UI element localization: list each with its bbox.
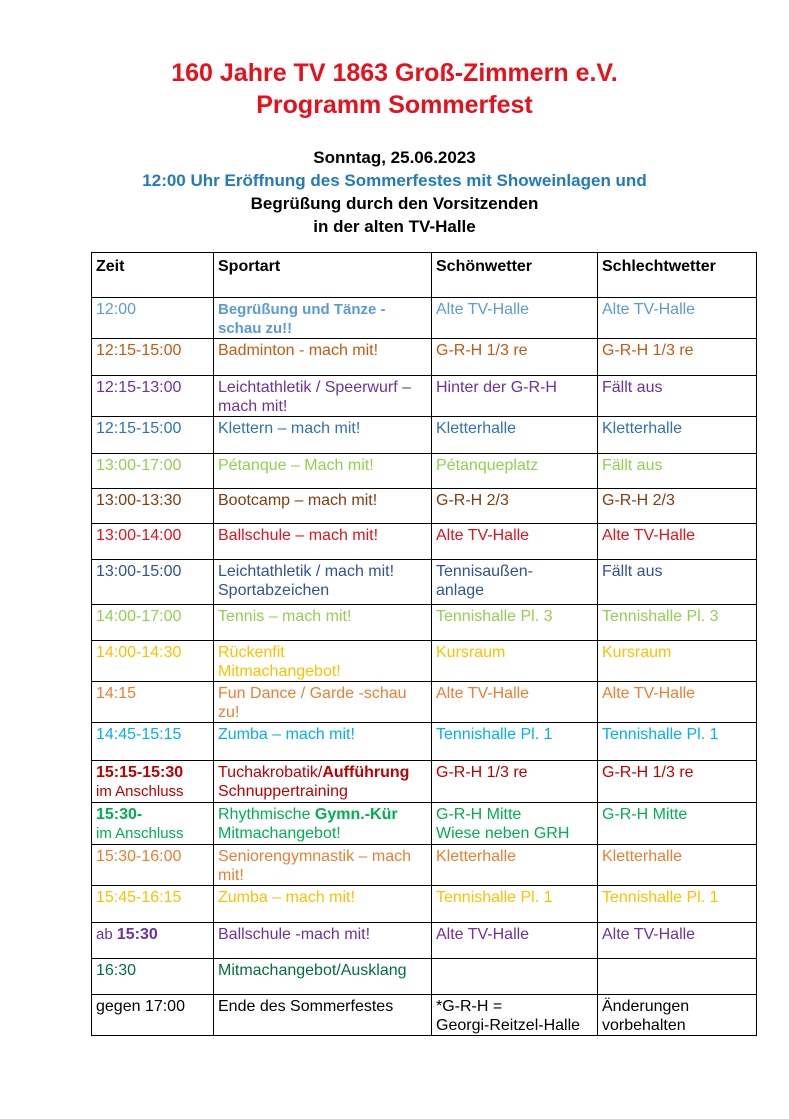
table-row [92,560,757,605]
good-weather-cell: Kletterhalle [432,417,598,454]
time-cell: 13:00-14:00 [92,524,214,560]
bad-weather-cell: Kletterhalle [598,417,757,454]
time-cell: 12:00 [92,298,214,339]
sport-cell: Badminton - mach mit! [214,339,432,376]
location-line: Wiese neben GRH [436,825,570,842]
sport-cell: Pétanque – Mach mit! [214,454,432,489]
time-cell: 14:00-14:30 [92,641,214,682]
footnote-line: *G-R-H = [436,998,503,1015]
table-row [92,339,757,376]
good-weather-cell: Tennishalle Pl. 1 [432,723,598,761]
sport-line: Mitmachangebot! [218,825,341,842]
sport-cell: Ende des Sommerfestes [214,995,432,1036]
sport-cell: Zumba – mach mit! [214,886,432,923]
header-sportart: Sportart [214,253,432,298]
header-zeit: Zeit [92,253,214,298]
good-weather-cell [432,803,598,845]
table-row [92,761,757,803]
good-weather-cell: G-R-H 2/3 [432,489,598,524]
sport-cell [214,560,432,605]
time-cell: 13:00-13:30 [92,489,214,524]
footnote-line: Georgi-Reitzel-Halle [436,1017,581,1034]
bad-weather-cell: Alte TV-Halle [598,524,757,560]
location-line: Tennisaußen- [436,563,533,580]
header-schoenwetter: Schönwetter [432,253,598,298]
good-weather-cell: Hinter der G-R-H [432,376,598,417]
time-cell: gegen 17:00 [92,995,214,1036]
title-line-2: Programm Sommerfest [256,91,533,119]
time-cell: 15:30-16:00 [92,845,214,886]
table-row [92,524,757,560]
good-weather-cell [432,995,598,1036]
time-cell: 13:00-17:00 [92,454,214,489]
time-note: im Anschluss [96,783,184,800]
time-cell: 12:15-15:00 [92,339,214,376]
sport-line: Mitmachangebot! [218,663,341,680]
location-line: anlage [436,582,485,599]
location-line: G-R-H Mitte [436,806,522,823]
sport-cell: Mitmachangebot/Ausklang [214,959,432,995]
table-row [92,845,757,886]
time-cell: 14:00-17:00 [92,605,214,641]
sport-line: Rhythmische [218,806,315,823]
bad-weather-cell: Fällt aus [598,454,757,489]
header-schlechtwetter: Schlechtwetter [598,253,757,298]
good-weather-cell: G-R-H 1/3 re [432,339,598,376]
good-weather-cell: Alte TV-Halle [432,923,598,959]
sport-cell [214,761,432,803]
bad-weather-cell: G-R-H 1/3 re [598,761,757,803]
table-row [92,641,757,682]
time-cell: 14:15 [92,682,214,723]
good-weather-cell [432,560,598,605]
good-weather-cell: Alte TV-Halle [432,524,598,560]
good-weather-cell: G-R-H 1/3 re [432,761,598,803]
sport-cell: Zumba – mach mit! [214,723,432,761]
time-cell [92,923,214,959]
event-date: Sonntag, 25.06.2023 [313,148,476,167]
table-row [92,605,757,641]
time-note: im Anschluss [96,825,184,842]
sport-line: Sportabzeichen [218,582,330,599]
sport-cell [214,641,432,682]
time-prefix: ab [96,926,117,943]
bad-weather-cell: Alte TV-Halle [598,923,757,959]
time-text: 15:15-15:30 [96,764,184,781]
table-row [92,489,757,524]
good-weather-cell: Alte TV-Halle [432,298,598,339]
good-weather-cell: Alte TV-Halle [432,682,598,723]
good-weather-cell: Tennishalle Pl. 3 [432,605,598,641]
sport-cell: Begrüßung und Tänze - schau zu!! [214,298,432,339]
sport-cell: Ballschule – mach mit! [214,524,432,560]
table-row [92,886,757,923]
table-row [92,959,757,995]
table-row [92,454,757,489]
location-text: in der alten TV-Halle [313,217,476,236]
program-table [91,252,757,1036]
sport-cell: Ballschule -mach mit! [214,923,432,959]
time-cell: 15:45-16:15 [92,886,214,923]
bad-weather-cell: Alte TV-Halle [598,682,757,723]
sport-cell: Tennis – mach mit! [214,605,432,641]
sport-line: Leichtathletik / mach mit! [218,563,395,580]
time-cell: 16:30 [92,959,214,995]
opening-text: 12:00 Uhr Eröffnung des Sommerfestes mit Showeinlagen und [142,171,647,190]
bad-weather-cell: G-R-H 1/3 re [598,339,757,376]
greeting-text: Begrüßung durch den Vorsitzenden [250,194,539,213]
bad-weather-cell [598,959,757,995]
bad-weather-cell: Kursraum [598,641,757,682]
good-weather-cell: Kursraum [432,641,598,682]
time-cell [92,761,214,803]
sport-line: Tuchakrobatik/ [218,764,323,781]
time-text: 15:30- [96,806,143,823]
bad-weather-cell: Tennishalle Pl. 1 [598,723,757,761]
table-row [92,803,757,845]
bad-weather-cell: Fällt aus [598,560,757,605]
time-cell: 13:00-15:00 [92,560,214,605]
table-row [92,682,757,723]
bad-weather-cell: G-R-H 2/3 [598,489,757,524]
bad-weather-cell: G-R-H Mitte [598,803,757,845]
time-cell: 12:15-15:00 [92,417,214,454]
sport-cell: Seniorengymnastik – mach mit! [214,845,432,886]
table-header-row [92,253,757,298]
time-cell: 14:45-15:15 [92,723,214,761]
sport-line: Schnuppertraining [218,783,348,800]
sport-cell: Klettern – mach mit! [214,417,432,454]
sport-cell [214,803,432,845]
table-row [92,723,757,761]
bad-weather-cell: Tennishalle Pl. 1 [598,886,757,923]
sport-emphasis: Gymn.-Kür [314,806,398,823]
sport-cell: Bootcamp – mach mit! [214,489,432,524]
bad-weather-cell: Tennishalle Pl. 3 [598,605,757,641]
table-row [92,298,757,339]
good-weather-cell: Pétanqueplatz [432,454,598,489]
table-row [92,376,757,417]
sport-cell: Fun Dance / Garde -schau zu! [214,682,432,723]
bad-weather-cell: Kletterhalle [598,845,757,886]
bad-weather-cell: Alte TV-Halle [598,298,757,339]
sport-emphasis: Aufführung [322,764,410,781]
bad-weather-cell: Änderungen vorbehalten [598,995,757,1036]
table-row [92,923,757,959]
time-cell: 12:15-13:00 [92,376,214,417]
time-cell [92,803,214,845]
title-line-1: 160 Jahre TV 1863 Groß-Zimmern e.V. [171,59,618,87]
table-row [92,995,757,1036]
good-weather-cell [432,959,598,995]
good-weather-cell: Tennishalle Pl. 1 [432,886,598,923]
sport-line: Rückenfit [218,644,285,661]
bad-weather-cell: Fällt aus [598,376,757,417]
time-text: 15:30 [116,926,158,943]
sport-cell: Leichtathletik / Speerwurf – mach mit! [214,376,432,417]
good-weather-cell: Kletterhalle [432,845,598,886]
table-row [92,417,757,454]
